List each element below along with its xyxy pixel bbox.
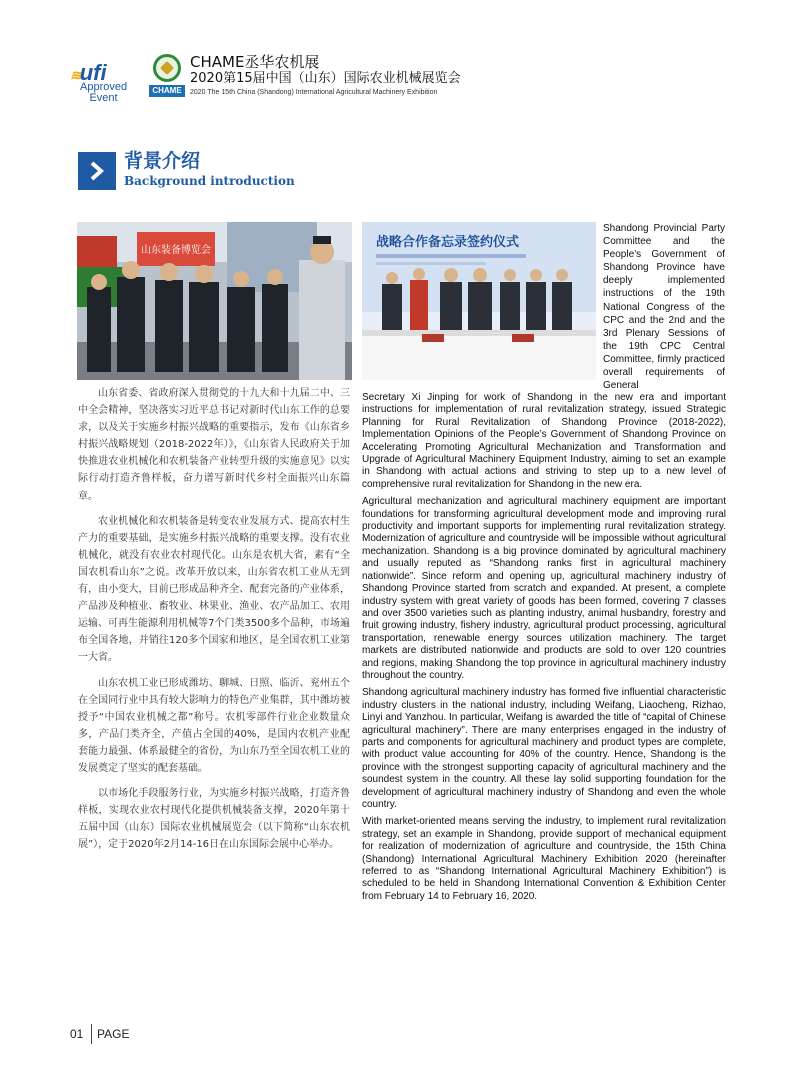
cn-paragraph: 农业机械化和农机装备是转变农业发展方式、提高农村生产力的重要基础，是实施乡村振兴战略的重要支撑。没有农业机械化，就没有农业农村现代化。山东是农机大省，素有“全国农机看山东”之说。改革开放以来，山东省农机工业从无到有，由小变大，目前已形成品种齐全、配套完备的产业体系，产品涉及种植业、畜牧业、林果业、渔业、农产品加工、农用运输、可再生能源利用机械等7个门类3500多个品种，市场遍布全国各地，并销往120多个国家和地区，是全国农机工业第一大省。 xyxy=(78,515,350,664)
photo-banner-text: 山东装备博览会 xyxy=(141,245,211,256)
exhibition-brand-title: CHAME丞华农机展 xyxy=(190,53,320,71)
ufi-subtitle: Approved Event xyxy=(80,81,128,104)
photo-ceremony-title: 战略合作备忘录签约仪式 xyxy=(376,235,520,250)
en-paragraph: With market-oriented means serving the industry, to implement rural revitalization strategy, set an example in Shandong, provide support of mechanical equipment for realization of modernization of agriculture and countryside, the 15th China (Shandong) International Agricultural Machinery Exhibition 2020 (hereinafter referred to as “Shandong International Agricultural Machinery Exhibition”) is scheduled to be held in Shandong International Convention & Exhibition Center from February 14 to February 16, 2020. xyxy=(362,816,726,902)
chame-logo-tag: CHAME xyxy=(149,85,185,97)
ufi-mark: ≋ufi xyxy=(70,60,107,85)
chinese-body-text xyxy=(78,385,350,853)
english-side-text: Shandong Provincial Party Committee and the People’s Government of Shandong Province have deeply implemented instructions of the 19th National Congress of the CPC and the 2nd and the 3rd Plenary Sessions of the 19th CPC Central Committee, firmly practiced overall requirements of General xyxy=(603,223,725,392)
exhibition-title-cn: 2020第15届中国（山东）国际农业机械展览会 xyxy=(190,71,461,86)
section-title-en: Background introduction xyxy=(124,174,295,188)
en-paragraph: Agricultural mechanization and agricultural machinery equipment are important foundations for transforming agricultural development mode and improving rural productivity and important supports for implementing rural revitalization strategy. Modernization of agriculture and countryside will be impossible without agricultural mechanization. Shandong is a big province dominated by agricultural machinery and usually reputed as “Shandong ranks first in agricultural machinery nationwide”. Since reform and opening up, agricultural machinery industry of Shandong Province started from scratch and expanded. At present, a complete industry system with great variety of goods has been formed, covering 7 classes and over 3500 varieties such as planting industry, animal husbandry, forestry and fruit growing industry, fishery industry, agricultural product processing, agricultural transportation, renewable energy sources utilization machinery. The target markets are distributed nationwide and products are sold to over 120 countries and regions, making Shandong the top province in agricultural machinery industry throughout the country. xyxy=(362,496,726,681)
page-divider xyxy=(91,1024,92,1044)
photo-signing-ceremony xyxy=(362,222,596,380)
chevron-right-icon xyxy=(87,161,107,181)
photo-officials-visit-graphic xyxy=(77,222,352,380)
section-icon-box xyxy=(78,152,116,190)
ufi-approved-event-logo xyxy=(70,56,140,104)
en-paragraph: Shandong agricultural machinery industry has formed five influential characteristic industry clusters in the national industry, including Weifang, Liaocheng, Rizhao, Linyi and Yanzhou. In particular, Weifang is awarded the title of “capital of Chinese agricultural machinery”. There are many enterprises engaged in the industry of parts and components for agricultural machinery and product types are complete, with product value accounting for 40% of the country. Hence, Shandong is the province with the strongest supporting capacity of agricultural machinery and the soundest system in the country. All these lay solid supporting foundation for the development of agricultural machinery industry of Shandong and even the whole country. xyxy=(362,687,726,810)
chame-emblem-icon xyxy=(153,54,181,82)
photo-signing-ceremony-graphic xyxy=(362,222,596,380)
exhibition-title-en: 2020 The 15th China (Shandong) International Agricultural Machinery Exhibition xyxy=(190,89,438,96)
cn-paragraph: 山东省委、省政府深入贯彻党的十九大和十九届二中、三中全会精神，坚决落实习近平总书记对新时代山东工作的总要求，以及关于实施乡村振兴战略的重要指示，发布《山东省乡村振兴战略规划（2018-2022年）》，《山东省人民政府关于加快推进农业机械化和农机装备产业转型升级的实施意见》以实际行动打造齐鲁样板，奋力谱写新时代乡村全面振兴山东篇章。 xyxy=(78,388,350,502)
english-body-text xyxy=(362,392,726,903)
section-title-cn: 背景介绍 xyxy=(124,150,201,172)
cn-paragraph: 以市场化手段服务行业，为实施乡村振兴战略，打造齐鲁样板，实现农业农村现代化提供机械装备支撑，2020年第十五届中国（山东）国际农业机械展览会（以下简称“山东农机展”），定于2020年2月14-16日在山东国际会展中心举办。 xyxy=(78,788,350,851)
en-paragraph: Secretary Xi Jinping for work of Shandong in the new era and important instructions for implementation of rural revitalization strategy, issued Strategic Planning for Rural Revitalization of Shandong Province (2018-2022), Implementation Opinions of the People’s Government of Shandong Province on Accelerating Promoting Agricultural Mechanization and Transformation and Upgrade of Agricultural Machinery Equipment Industry, aiming to set an example in Shandong with actual actions and striving to step up to a new level of comprehensive rural revitalization for Shandong in the new era. xyxy=(362,392,726,490)
cn-paragraph: 山东农机工业已形成潍坊、聊城、日照、临沂、兖州五个在全国同行业中具有较大影响力的特色产业集群，其中潍坊被授予“中国农业机械之都”称号。农机零部件行业企业数量众多，产品门类齐全，产值占全国的40%，是国内农机产业配套能力最强、体系最健全的省份，为山东乃至全国农机工业的发展奠定了坚实的配套基础。 xyxy=(78,677,350,774)
page-label: PAGE xyxy=(97,1027,130,1041)
page-number: 01 xyxy=(70,1027,84,1041)
chame-logo xyxy=(149,54,185,98)
photo-officials-visit xyxy=(77,222,352,380)
